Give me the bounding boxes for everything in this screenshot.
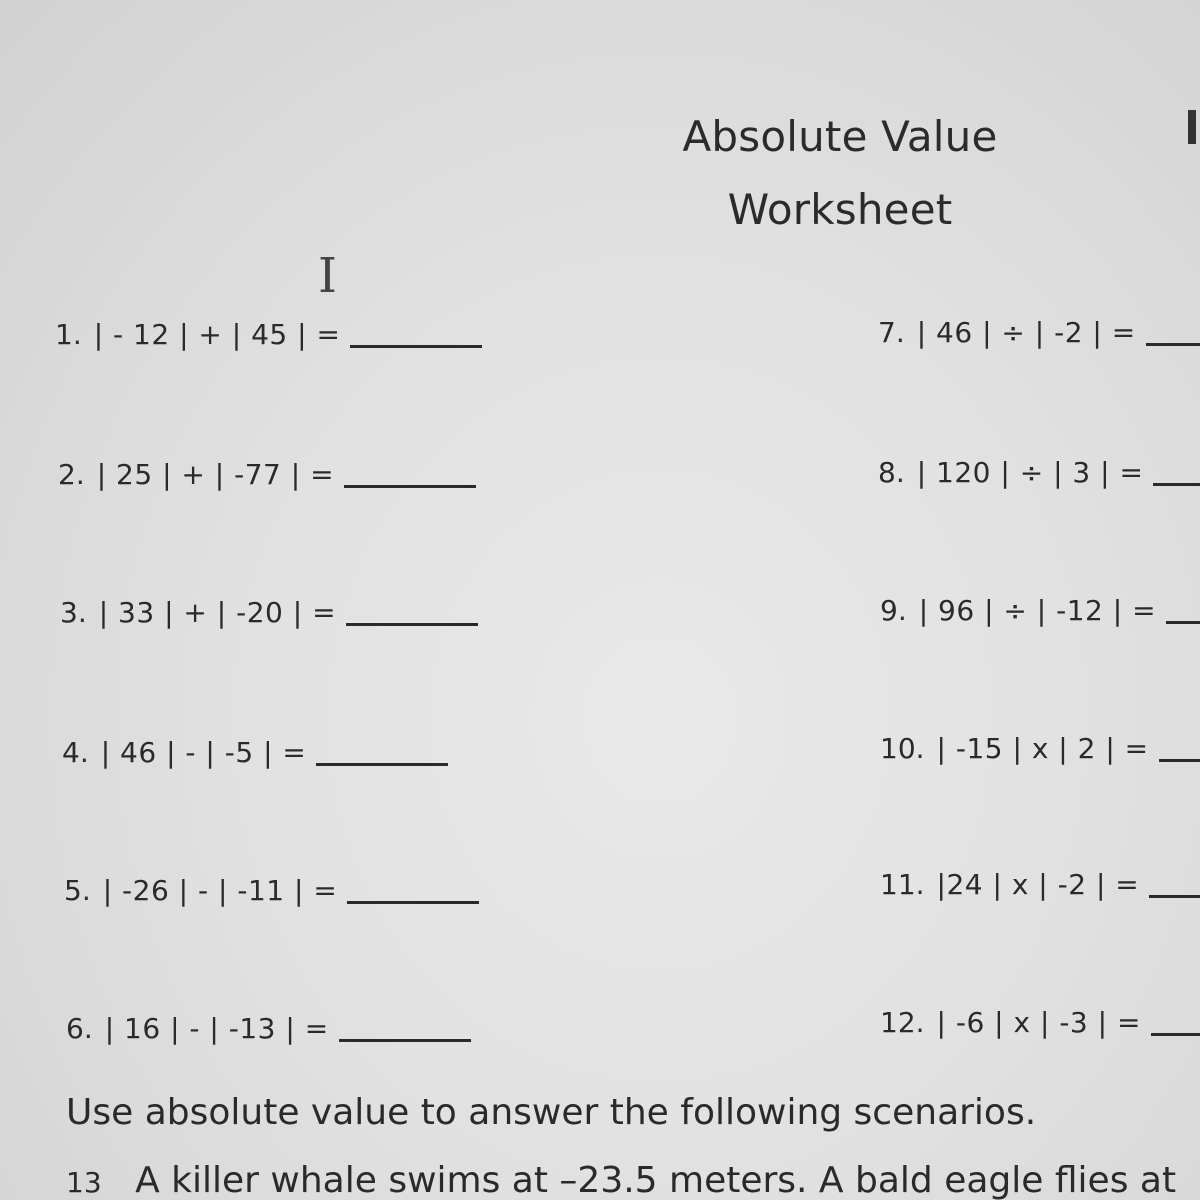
problem-expression: | 33 | + | -20 | = <box>98 596 337 629</box>
problem-number: 11. <box>880 868 925 901</box>
problem-2 <box>58 458 476 491</box>
problem-number: 4. <box>62 736 89 769</box>
answer-blank[interactable] <box>1149 895 1200 898</box>
problem-5 <box>64 874 479 907</box>
answer-blank[interactable] <box>339 1039 471 1042</box>
problem-expression: | 120 | ÷ | 3 | = <box>916 456 1144 489</box>
problem-number: 5. <box>64 874 91 907</box>
problem-expression: | 46 | ÷ | -2 | = <box>916 316 1136 349</box>
problem-expression: | 46 | - | -5 | = <box>100 736 307 769</box>
problem-expression: |24 | x | -2 | = <box>936 868 1140 901</box>
problem-expression: | 96 | ÷ | -12 | = <box>918 594 1157 627</box>
problem-number: 9. <box>880 594 907 627</box>
problem-expression: | -6 | x | -3 | = <box>936 1006 1141 1039</box>
problem-1 <box>55 318 482 351</box>
worksheet-title-line1: Absolute Value <box>682 112 998 161</box>
scenario-instructions: Use absolute value to answer the following scenarios. <box>66 1092 1037 1133</box>
problem-number: 1. <box>55 318 82 351</box>
problem-4 <box>62 736 448 769</box>
scenario-13 <box>66 1160 1176 1200</box>
problem-number: 12. <box>880 1006 925 1039</box>
problem-expression: | - 12 | + | 45 | = <box>93 318 341 351</box>
answer-blank[interactable] <box>1146 343 1200 346</box>
answer-blank[interactable] <box>1153 483 1200 486</box>
answer-blank[interactable] <box>346 623 478 626</box>
answer-blank[interactable] <box>1166 621 1200 624</box>
cropped-edge-mark <box>1188 110 1196 144</box>
problem-number: 3. <box>60 596 87 629</box>
scenario-text: A killer whale swims at –23.5 meters. A bald eagle flies at <box>135 1160 1177 1200</box>
problem-number: 6. <box>66 1012 93 1045</box>
answer-blank[interactable] <box>1159 759 1200 762</box>
problem-12 <box>880 1006 1200 1039</box>
answer-blank[interactable] <box>316 763 448 766</box>
problem-expression: | 25 | + | -77 | = <box>96 458 335 491</box>
problem-7 <box>878 316 1200 349</box>
problem-10 <box>880 732 1200 765</box>
problem-expression: | -15 | x | 2 | = <box>936 732 1149 765</box>
answer-blank[interactable] <box>347 901 479 904</box>
problem-9 <box>880 594 1200 627</box>
problem-11 <box>880 868 1200 901</box>
problem-number: 8. <box>878 456 905 489</box>
problem-number: 10. <box>880 732 925 765</box>
worksheet-title-line2: Worksheet <box>727 185 953 234</box>
answer-blank[interactable] <box>350 345 482 348</box>
problem-6 <box>66 1012 471 1045</box>
text-cursor-icon: I <box>318 248 337 304</box>
problem-8 <box>878 456 1200 489</box>
problem-expression: | 16 | - | -13 | = <box>104 1012 329 1045</box>
answer-blank[interactable] <box>344 485 476 488</box>
answer-blank[interactable] <box>1151 1033 1200 1036</box>
scenario-number: 13 <box>66 1166 102 1199</box>
problem-expression: | -26 | - | -11 | = <box>102 874 338 907</box>
problem-3 <box>60 596 478 629</box>
problem-number: 2. <box>58 458 85 491</box>
problem-number: 7. <box>878 316 905 349</box>
